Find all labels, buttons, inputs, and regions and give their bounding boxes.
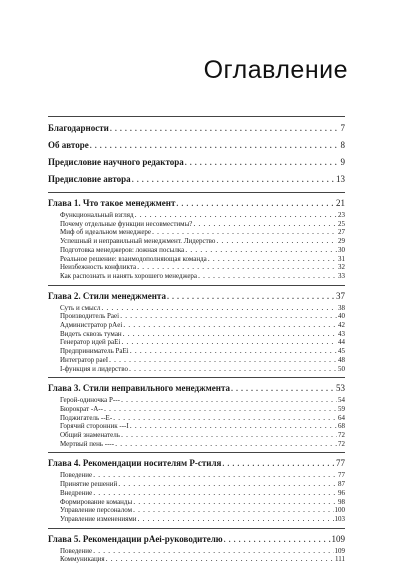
section-entry[interactable] <box>48 237 345 246</box>
chapter-page: 37 <box>336 290 345 301</box>
section-page: 44 <box>338 338 345 347</box>
section-entry[interactable] <box>48 321 345 330</box>
section-entry[interactable] <box>48 211 345 220</box>
section-page: 42 <box>338 321 345 330</box>
section-entry[interactable] <box>48 555 345 564</box>
dot-leader <box>109 356 337 365</box>
section-title: Генератор идей paEi <box>60 338 121 347</box>
section-title: I-функция и лидерство <box>60 364 128 373</box>
section-page: 27 <box>338 228 345 237</box>
section-page: 29 <box>338 237 345 246</box>
section-title: Предприниматель PaEi <box>60 347 129 356</box>
dot-leader <box>130 347 337 356</box>
section-title: Интегратор paeI <box>60 355 109 364</box>
divider <box>48 528 345 529</box>
section-page: 48 <box>338 355 345 364</box>
dot-leader <box>106 555 334 564</box>
section-page: 109 <box>334 546 345 555</box>
dot-leader <box>130 422 337 431</box>
dot-leader <box>224 532 331 547</box>
section-entry[interactable] <box>48 272 345 281</box>
dot-leader <box>138 515 334 524</box>
section-page: 72 <box>338 431 345 440</box>
section-entry[interactable] <box>48 338 345 347</box>
section-page: 50 <box>338 364 345 373</box>
dot-leader <box>167 289 335 304</box>
dot-leader <box>137 263 337 272</box>
section-page: 111 <box>335 555 345 564</box>
chapter-heading[interactable] <box>48 456 345 471</box>
section-entry[interactable] <box>48 356 345 365</box>
section-entry[interactable] <box>48 422 345 431</box>
dot-leader <box>93 547 333 556</box>
dot-leader <box>129 365 337 374</box>
section-page: 100 <box>334 506 345 515</box>
chapter-title: Глава 2. Стили менеджмента <box>48 290 166 301</box>
section-title: Управление персоналом <box>60 506 133 515</box>
section-page: 54 <box>338 396 345 405</box>
divider <box>48 285 345 286</box>
dot-leader <box>113 414 337 423</box>
section-title: Общий знаменатель <box>60 431 120 440</box>
section-title: Почему отдельные функции несовместимы? <box>60 219 193 228</box>
toc-entry-acknowledgements[interactable] <box>48 120 345 137</box>
section-title: Суть и смысл <box>60 303 101 312</box>
section-entry[interactable] <box>48 414 345 423</box>
section-entry[interactable] <box>48 498 345 507</box>
section-entry[interactable] <box>48 228 345 237</box>
toc-entry-page: 7 <box>340 123 345 133</box>
section-page: 68 <box>338 422 345 431</box>
dot-leader <box>120 312 337 321</box>
section-entry[interactable] <box>48 471 345 480</box>
dot-leader <box>121 396 337 405</box>
section-title: Поведение <box>60 471 93 480</box>
dot-leader <box>123 330 337 339</box>
toc-entry-label: Об авторе <box>48 140 89 150</box>
section-entry[interactable] <box>48 263 345 272</box>
dot-leader <box>198 272 337 281</box>
section-title: Неизбежность конфликта <box>60 263 137 272</box>
dot-leader <box>110 120 340 137</box>
dot-leader <box>152 228 337 237</box>
section-page: 103 <box>334 514 345 523</box>
section-title: Успешный и неправильный менеджмент. Лидерство <box>60 237 216 246</box>
section-entry[interactable] <box>48 330 345 339</box>
section-title: Коммуникация <box>60 555 105 564</box>
chapter-title: Глава 3. Стили неправильного менеджмента <box>48 383 230 394</box>
chapter-2 <box>48 285 345 374</box>
section-title: Управление изменениями <box>60 514 137 523</box>
toc-entry-author-preface[interactable] <box>48 171 345 188</box>
section-title: Администратор pAei <box>60 321 123 330</box>
section-page: 96 <box>338 488 345 497</box>
dot-leader <box>121 338 337 347</box>
dot-leader <box>121 431 337 440</box>
dot-leader <box>208 255 337 264</box>
section-entry[interactable] <box>48 255 345 264</box>
dot-leader <box>115 440 337 449</box>
section-page: 64 <box>338 413 345 422</box>
chapter-1 <box>48 192 345 281</box>
section-entry[interactable] <box>48 246 345 255</box>
chapter-title: Глава 1. Что такое менеджмент <box>48 198 176 208</box>
section-title: Подготовка менеджеров: ложная посылка <box>60 245 185 254</box>
section-title: Герой-одиночка P--- <box>60 396 120 405</box>
section-title: Видеть сквозь туман <box>60 329 122 338</box>
section-page: 72 <box>338 439 345 448</box>
table-of-contents <box>48 114 345 564</box>
chapter-heading[interactable] <box>48 196 345 211</box>
section-title: Миф об идеальном менеджере <box>60 228 152 237</box>
section-page: 33 <box>338 271 345 280</box>
dot-leader <box>216 237 337 246</box>
chapter-title: Глава 4. Рекомендации носителям P-стиля <box>48 458 222 469</box>
toc-entry-label: Предисловие автора <box>48 174 131 184</box>
section-entry[interactable] <box>48 304 345 313</box>
section-entry[interactable] <box>48 347 345 356</box>
chapter-heading[interactable] <box>48 381 345 396</box>
divider <box>48 452 345 453</box>
dot-leader <box>123 321 337 330</box>
dot-leader <box>101 304 337 313</box>
divider <box>48 116 345 117</box>
section-page: 77 <box>338 471 345 480</box>
toc-entry-page: 8 <box>340 140 345 150</box>
section-title: Внедрение <box>60 488 93 497</box>
section-entry[interactable] <box>48 405 345 414</box>
dot-leader <box>135 211 337 220</box>
section-page: 23 <box>338 211 345 219</box>
section-page: 98 <box>338 497 345 506</box>
section-page: 59 <box>338 404 345 413</box>
section-page: 30 <box>338 245 345 254</box>
toc-entry-label: Предисловие научного редактора <box>48 157 184 167</box>
section-page: 45 <box>338 347 345 356</box>
section-entry[interactable] <box>48 506 345 515</box>
page-title: Оглавление <box>203 56 348 84</box>
chapter-5 <box>48 528 345 564</box>
section-title: Как распознать и нанять хорошего менеджера <box>60 271 198 280</box>
section-title: Мертвый пень ---- <box>60 439 115 448</box>
dot-leader <box>185 246 337 255</box>
chapter-3 <box>48 377 345 448</box>
section-page: 40 <box>338 312 345 321</box>
section-entry[interactable] <box>48 547 345 556</box>
dot-leader <box>176 196 335 211</box>
dot-leader <box>132 171 335 188</box>
dot-leader <box>118 480 337 489</box>
dot-leader <box>222 456 335 471</box>
section-page: 43 <box>338 329 345 338</box>
section-page: 32 <box>338 263 345 272</box>
chapter-page: 21 <box>336 198 345 208</box>
section-entry[interactable] <box>48 312 345 321</box>
toc-entry-editor-preface[interactable] <box>48 154 345 171</box>
section-entry[interactable] <box>48 480 345 489</box>
dot-leader <box>90 137 340 154</box>
section-title: Поджигатель --E- <box>60 413 113 422</box>
dot-leader <box>93 489 337 498</box>
chapter-heading[interactable] <box>48 289 345 304</box>
dot-leader <box>93 471 337 480</box>
dot-leader <box>185 154 340 171</box>
section-entry[interactable] <box>48 220 345 229</box>
toc-entry-page: 13 <box>336 174 345 184</box>
section-title: Поведение <box>60 546 93 555</box>
dot-leader <box>133 498 337 507</box>
section-entry[interactable] <box>48 515 345 524</box>
section-title: Реальное решение: взаимодополняющая команда <box>60 254 207 263</box>
section-title: Формирование команды <box>60 497 133 506</box>
chapter-page: 53 <box>336 383 345 394</box>
toc-entry-page: 9 <box>340 157 345 167</box>
chapter-page: 77 <box>336 458 345 469</box>
dot-leader <box>104 405 337 414</box>
toc-entry-label: Благодарности <box>48 123 109 133</box>
dot-leader <box>231 381 335 396</box>
section-entry[interactable] <box>48 489 345 498</box>
section-page: 38 <box>338 303 345 312</box>
section-title: Бюрократ -A-- <box>60 404 103 413</box>
section-entry[interactable] <box>48 396 345 405</box>
divider <box>48 377 345 378</box>
section-entry[interactable] <box>48 440 345 449</box>
section-page: 25 <box>338 219 345 228</box>
section-entry[interactable] <box>48 431 345 440</box>
section-title: Принятие решений <box>60 480 118 489</box>
toc-entry-about-author[interactable] <box>48 137 345 154</box>
section-title: Горячий сторонник ---I <box>60 422 129 431</box>
divider <box>48 192 345 193</box>
chapter-title: Глава 5. Рекомендации pAei-руководителю <box>48 533 223 544</box>
section-page: 87 <box>338 480 345 489</box>
chapter-page: 109 <box>331 533 345 544</box>
section-entry[interactable] <box>48 365 345 374</box>
chapter-heading[interactable] <box>48 532 345 547</box>
section-title: Производитель Paei <box>60 312 120 321</box>
dot-leader <box>193 220 337 229</box>
dot-leader <box>133 506 333 515</box>
section-title: Функциональный взгляд <box>60 211 134 219</box>
section-page: 31 <box>338 254 345 263</box>
chapter-4 <box>48 452 345 523</box>
